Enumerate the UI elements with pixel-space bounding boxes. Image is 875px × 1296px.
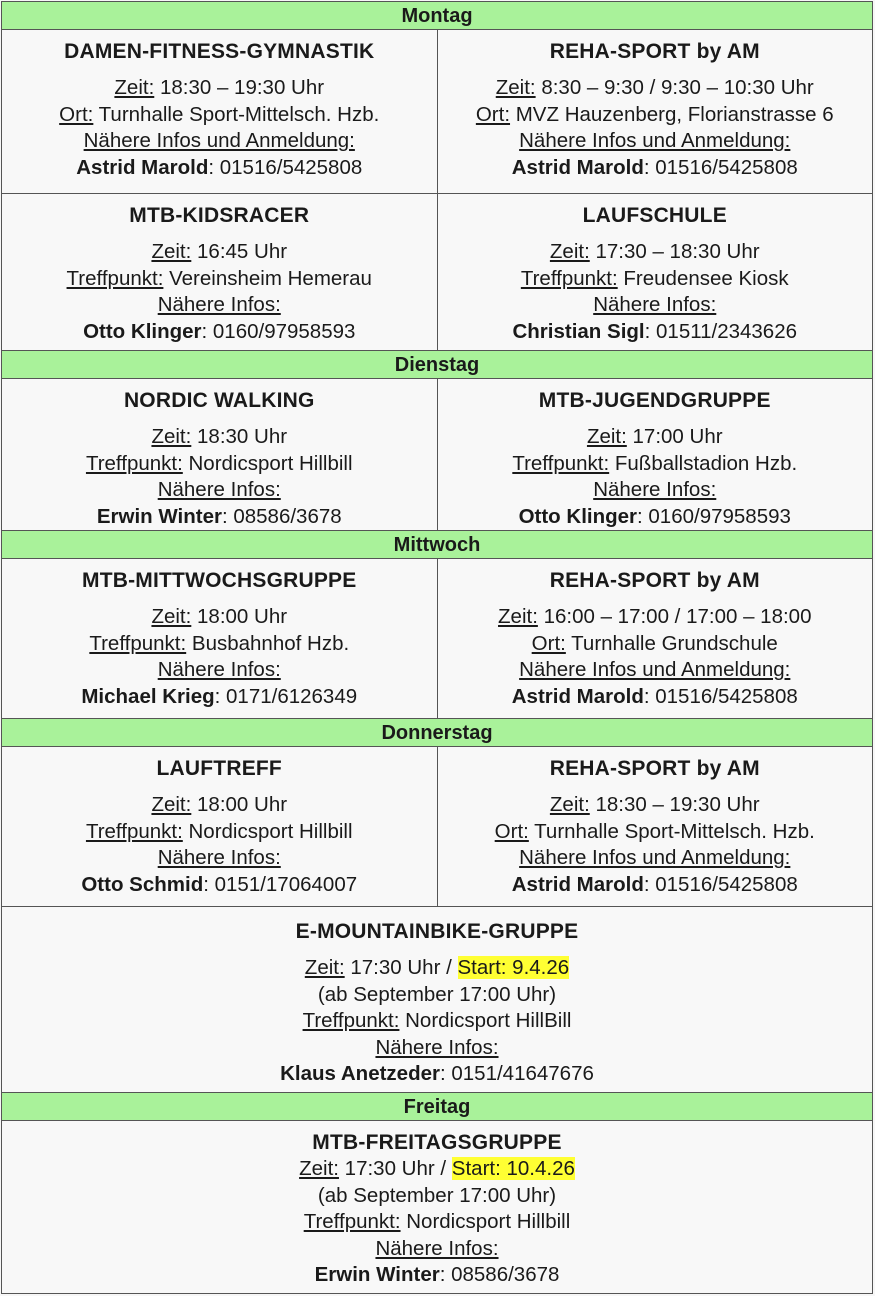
season-note: (ab September 17:00 Uhr) xyxy=(317,982,557,1006)
contact-phone: : 0151/17064007 xyxy=(203,872,358,896)
time-value: 18:00 Uhr xyxy=(197,793,288,816)
time-value: 17:30 Uhr / xyxy=(344,1157,447,1180)
day-header-freitag: Freitag xyxy=(2,1093,872,1121)
time-value: 8:30 – 9:30 / 9:30 – 10:30 Uhr xyxy=(541,76,814,99)
contact-phone: : 01516/5425808 xyxy=(643,872,798,896)
meeting-point-value: Nordicsport Hillbill xyxy=(188,819,353,843)
place-label: Ort: xyxy=(531,631,566,655)
course-title: LAUFSCHULE xyxy=(582,204,727,227)
season-note: (ab September 17:00 Uhr) xyxy=(317,1183,557,1207)
place-value: Turnhalle Grundschule xyxy=(571,631,778,655)
info-label: Nähere Infos: xyxy=(593,478,717,501)
time-value: 18:30 – 19:30 Uhr xyxy=(595,793,760,816)
meeting-point-value: Nordicsport HillBill xyxy=(405,1009,572,1032)
contact-name: Klaus Anetzeder xyxy=(280,1062,440,1085)
time-label: Zeit: xyxy=(304,956,345,979)
table-row xyxy=(2,379,872,531)
time-label: Zeit: xyxy=(586,425,627,448)
course-cell-mtb-jugendgruppe xyxy=(437,379,873,530)
course-title: E-MOUNTAINBIKE-GRUPPE xyxy=(295,920,579,943)
contact-name: Otto Klinger xyxy=(83,319,202,343)
place-value: Turnhalle Sport-Mittelsch. Hzb. xyxy=(534,819,815,843)
time-label: Zeit: xyxy=(151,605,192,628)
time-value: 18:30 – 19:30 Uhr xyxy=(159,76,325,99)
course-title: NORDIC WALKING xyxy=(123,389,315,412)
contact-name: Otto Klinger xyxy=(518,504,638,528)
day-header-mittwoch: Mittwoch xyxy=(2,531,872,559)
contact-phone: : 01516/5425808 xyxy=(643,155,798,179)
meeting-point-label: Treffpunkt: xyxy=(302,1009,400,1032)
contact-name: Astrid Marold xyxy=(76,155,209,179)
course-cell-laufschule xyxy=(437,194,873,350)
course-cell-mtb-kidsracer xyxy=(2,194,437,350)
start-date-highlight: Start: 10.4.26 xyxy=(451,1157,575,1180)
time-label: Zeit: xyxy=(151,240,192,263)
course-title: LAUFTREFF xyxy=(156,757,282,780)
meeting-point-value: Vereinsheim Hemerau xyxy=(169,266,372,290)
course-title: MTB-FREITAGSGRUPPE xyxy=(312,1131,562,1154)
time-label: Zeit: xyxy=(151,425,192,448)
course-title: DAMEN-FITNESS-GYMNASTIK xyxy=(64,40,375,63)
contact-phone: : 0160/97958593 xyxy=(201,319,356,343)
course-cell-nordic-walking xyxy=(2,379,437,530)
info-label: Nähere Infos und Anmeldung: xyxy=(519,846,791,869)
course-title: MTB-JUGENDGRUPPE xyxy=(538,389,771,412)
contact-phone: : 01511/2343626 xyxy=(644,319,798,343)
place-value: MVZ Hauzenberg, Florianstrasse 6 xyxy=(515,102,834,126)
course-cell-reha-montag xyxy=(437,30,873,193)
course-title: REHA-SPORT by AM xyxy=(549,569,760,592)
table-row xyxy=(2,1121,872,1293)
info-label: Nähere Infos und Anmeldung: xyxy=(83,129,355,152)
course-title: MTB-MITTWOCHSGRUPPE xyxy=(82,569,357,592)
day-header-dienstag: Dienstag xyxy=(2,351,872,379)
course-title: MTB-KIDSRACER xyxy=(129,204,310,227)
course-title: REHA-SPORT by AM xyxy=(549,40,760,63)
meeting-point-label: Treffpunkt: xyxy=(303,1210,401,1233)
time-value: 18:30 Uhr xyxy=(197,425,288,448)
table-row xyxy=(2,30,872,194)
time-value: 17:30 – 18:30 Uhr xyxy=(595,240,760,263)
time-value: 17:00 Uhr xyxy=(632,425,723,448)
contact-name: Astrid Marold xyxy=(511,872,644,896)
time-value: 18:00 Uhr xyxy=(197,605,288,628)
meeting-point-value: Nordicsport Hillbill xyxy=(188,451,353,475)
course-cell-e-mountainbike xyxy=(2,907,872,1092)
info-label: Nähere Infos: xyxy=(375,1236,499,1260)
meeting-point-label: Treffpunkt: xyxy=(89,631,187,655)
meeting-point-label: Treffpunkt: xyxy=(85,819,183,843)
contact-name: Erwin Winter xyxy=(96,504,222,528)
meeting-point-value: Freudensee Kiosk xyxy=(623,266,789,290)
day-header-donnerstag: Donnerstag xyxy=(2,719,872,747)
place-label: Ort: xyxy=(475,102,511,126)
contact-phone: : 0151/41647676 xyxy=(439,1062,594,1085)
meeting-point-label: Treffpunkt: xyxy=(66,266,164,290)
course-cell-reha-mittwoch xyxy=(437,559,873,718)
contact-name: Astrid Marold xyxy=(511,684,644,708)
meeting-point-value: Fußballstadion Hzb. xyxy=(614,451,798,475)
time-value: 17:30 Uhr / xyxy=(350,956,452,979)
contact-phone: : 0160/97958593 xyxy=(637,504,791,528)
contact-phone: : 0171/6126349 xyxy=(214,684,358,708)
info-label: Nähere Infos: xyxy=(375,1035,499,1059)
table-row xyxy=(2,194,872,351)
schedule-table xyxy=(1,1,873,1294)
contact-phone: : 08586/3678 xyxy=(221,504,342,528)
table-row xyxy=(2,559,872,719)
course-cell-lauftreff xyxy=(2,747,437,906)
table-row xyxy=(2,907,872,1093)
place-label: Ort: xyxy=(59,102,94,126)
place-value: Turnhalle Sport-Mittelsch. Hzb. xyxy=(98,102,380,126)
day-header-montag: Montag xyxy=(2,2,872,30)
contact-name: Astrid Marold xyxy=(511,155,644,179)
meeting-point-value: Busbahnhof Hzb. xyxy=(191,631,350,655)
info-label: Nähere Infos und Anmeldung: xyxy=(519,129,791,152)
course-title: REHA-SPORT by AM xyxy=(549,757,760,780)
start-date-highlight: Start: 9.4.26 xyxy=(457,956,570,979)
time-value: 16:45 Uhr xyxy=(197,240,288,263)
time-label: Zeit: xyxy=(498,605,538,628)
time-label: Zeit: xyxy=(299,1157,339,1180)
contact-name: Christian Sigl xyxy=(512,319,645,343)
meeting-point-label: Treffpunkt: xyxy=(85,451,183,475)
time-value: 16:00 – 17:00 / 17:00 – 18:00 xyxy=(543,605,812,628)
info-label: Nähere Infos: xyxy=(593,293,717,316)
contact-phone: : 01516/5425808 xyxy=(208,155,363,179)
info-label: Nähere Infos und Anmeldung: xyxy=(519,658,791,681)
time-label: Zeit: xyxy=(114,76,155,99)
table-row xyxy=(2,747,872,907)
course-cell-damen-fitness xyxy=(2,30,437,193)
contact-name: Erwin Winter xyxy=(314,1263,440,1286)
meeting-point-value: Nordicsport Hillbill xyxy=(406,1210,571,1233)
course-cell-mtb-mittwochsgruppe xyxy=(2,559,437,718)
time-label: Zeit: xyxy=(549,240,590,263)
info-label: Nähere Infos: xyxy=(157,846,281,869)
contact-phone: : 08586/3678 xyxy=(439,1263,560,1286)
course-cell-mtb-freitagsgruppe xyxy=(2,1121,872,1293)
contact-phone: : 01516/5425808 xyxy=(643,684,798,708)
time-label: Zeit: xyxy=(151,793,192,816)
time-label: Zeit: xyxy=(495,76,536,99)
info-label: Nähere Infos: xyxy=(157,478,281,501)
course-cell-reha-donnerstag xyxy=(437,747,873,906)
contact-name: Otto Schmid xyxy=(81,872,204,896)
place-label: Ort: xyxy=(494,819,529,843)
contact-name: Michael Krieg xyxy=(81,684,215,708)
meeting-point-label: Treffpunkt: xyxy=(520,266,618,290)
info-label: Nähere Infos: xyxy=(157,293,281,316)
time-label: Zeit: xyxy=(549,793,590,816)
info-label: Nähere Infos: xyxy=(157,658,281,681)
meeting-point-label: Treffpunkt: xyxy=(512,451,610,475)
